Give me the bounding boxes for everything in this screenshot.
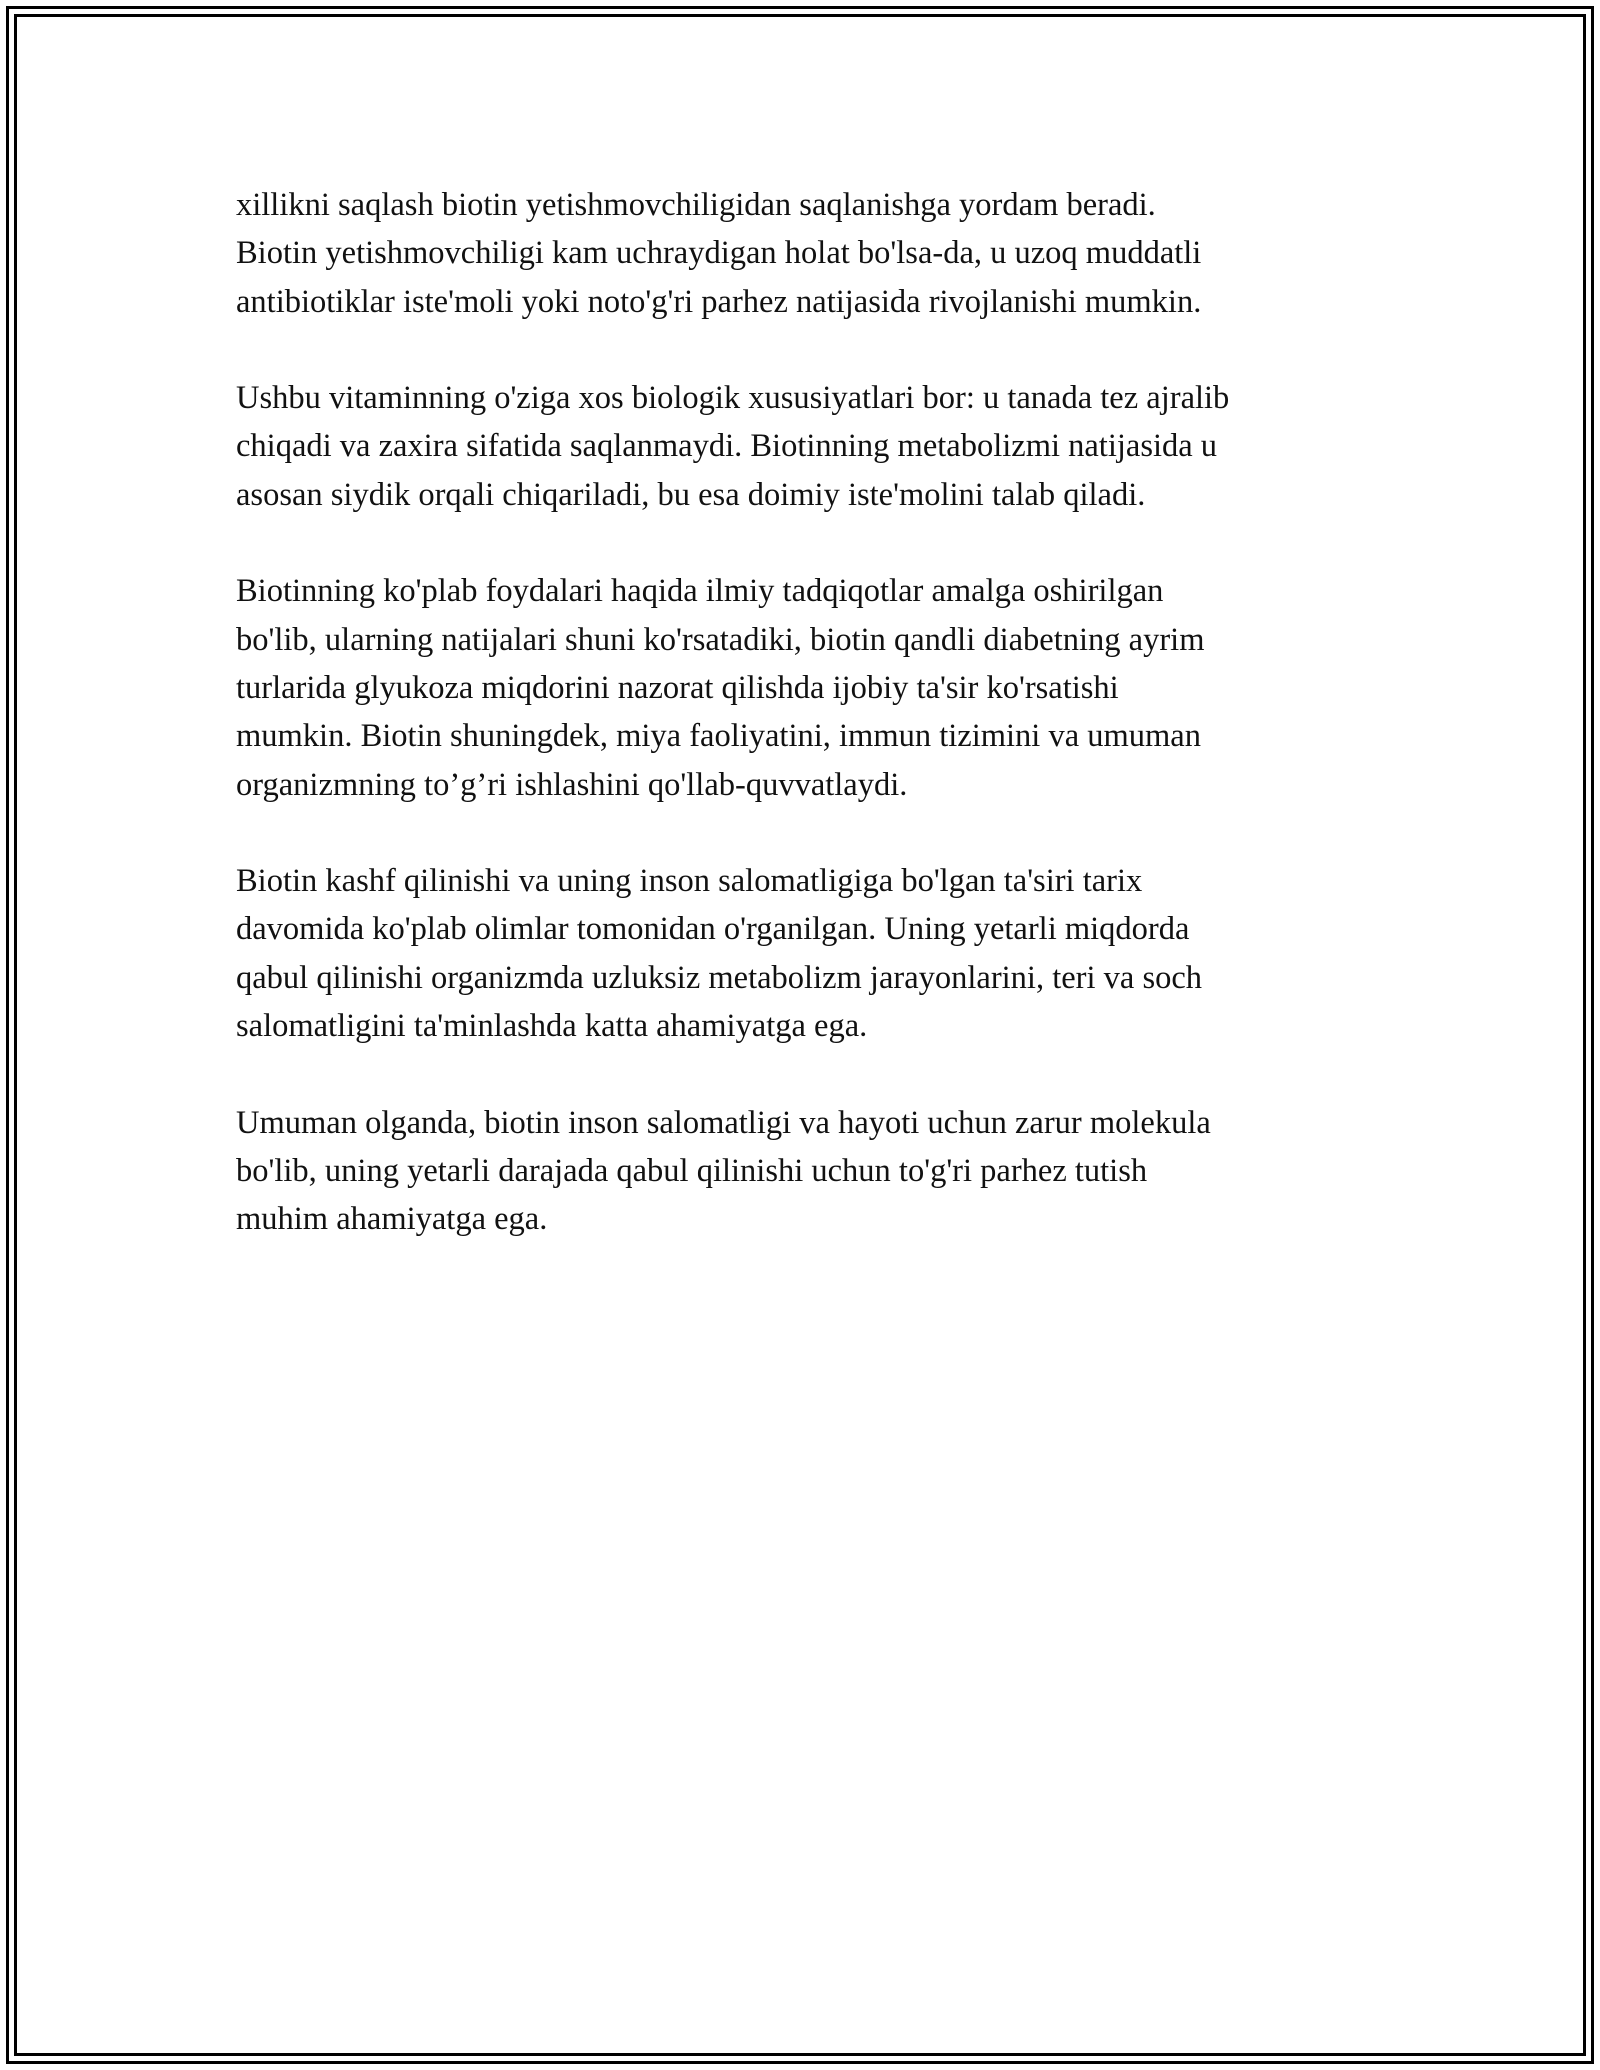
paragraph-2 <box>236 374 1386 519</box>
paragraph-line: turlarida glyukoza miqdorini nazorat qilishda ijobiy ta'sir ko'rsatishi <box>236 669 1119 706</box>
paragraph-line: Biotin yetishmovchiligi kam uchraydigan holat bo'lsa-da, u uzoq muddatli <box>236 235 1202 272</box>
paragraph-line: antibiotiklar iste'moli yoki noto'g'ri parhez natijasida rivojlanishi mumkin. <box>236 283 1202 320</box>
paragraph-line: chiqadi va zaxira sifatida saqlanmaydi. Biotinning metabolizmi natijasida u <box>236 428 1218 465</box>
paragraph-line: davomida ko'plab olimlar tomonidan o'rganilgan. Uning yetarli miqdorda <box>236 911 1190 948</box>
paragraph-5 <box>236 1099 1386 1244</box>
paragraph-line: muhim ahamiyatga ega. <box>236 1201 548 1238</box>
paragraph-line: bo'lib, ularning natijalari shuni ko'rsatadiki, biotin qandli diabetning ayrim <box>236 621 1205 658</box>
paragraph-line: xillikni saqlash biotin yetishmovchiligidan saqlanishga yordam beradi. <box>236 187 1156 223</box>
paragraph-line: salomatligini ta'minlashda katta ahamiyatga ega. <box>236 1008 868 1045</box>
paragraph-3 <box>236 567 1386 808</box>
paragraph-line: Umuman olganda, biotin inson salomatligi va hayoti uchun zarur molekula <box>236 1104 1211 1141</box>
document-body <box>236 181 1386 1292</box>
paragraph-4 <box>236 857 1386 1050</box>
paragraph-1 <box>236 181 1386 326</box>
paragraph-line: qabul qilinishi organizmda uzluksiz metabolizm jarayonlarini, teri va soch <box>236 959 1203 996</box>
paragraph-line: mumkin. Biotin shuningdek, miya faoliyatini, immun tizimini va umuman <box>236 718 1201 755</box>
paragraph-line: Ushbu vitaminning o'ziga xos biologik xususiyatlari bor: u tanada tez ajralib <box>236 380 1230 417</box>
paragraph-line: organizmning to’g’ri ishlashini qo'llab-quvvatlaydi. <box>236 766 908 803</box>
paragraph-line: asosan siydik orqali chiqariladi, bu esa doimiy iste'molini talab qiladi. <box>236 476 1146 513</box>
paragraph-line: Biotin kashf qilinishi va uning inson salomatligiga bo'lgan ta'siri tarix <box>236 863 1143 900</box>
paragraph-line: Biotinning ko'plab foydalari haqida ilmiy tadqiqotlar amalga oshirilgan <box>236 573 1164 610</box>
paragraph-line: bo'lib, uning yetarli darajada qabul qilinishi uchun to'g'ri parhez tutish <box>236 1152 1148 1189</box>
